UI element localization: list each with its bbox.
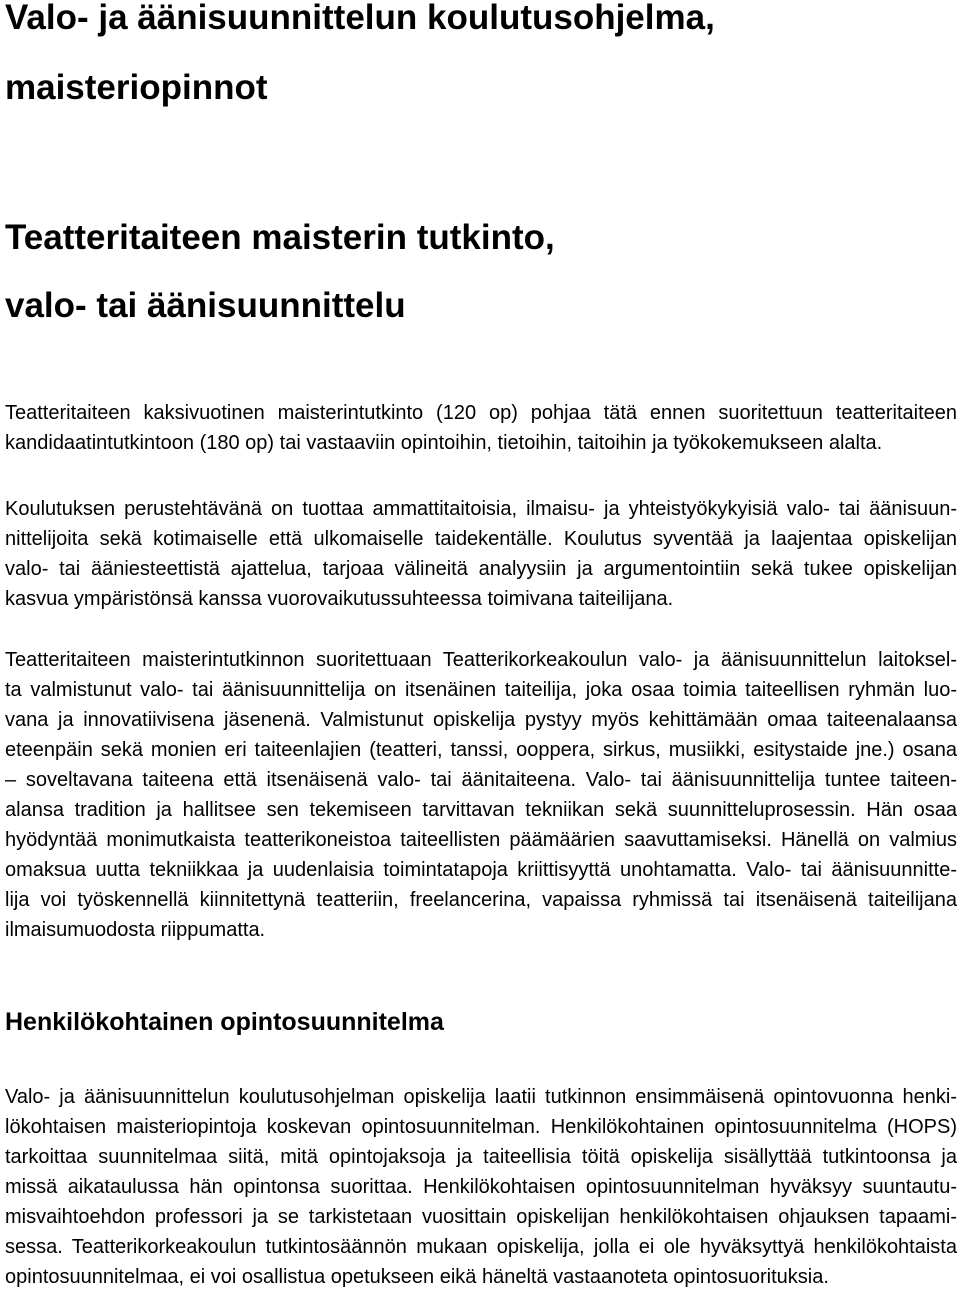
paragraph-line: Valo- ja äänisuunnittelun koulutusohjelman opiskelija laatii tutkinnon ensimmäisenä opintovuonna henki- (5, 1086, 957, 1108)
degree-heading-line: valo- tai äänisuunnittelu (5, 286, 406, 325)
paragraph-line: lökohtaisen maisteriopintoja koskevan opintosuunnitelman. Henkilökohtainen opintosuunnitelma (HOPS) (5, 1116, 957, 1138)
paragraph-line: hyödyntää monimutkaista teatterikoneistoa taiteellisten päämäärien saavuttamiseksi. Hänellä on valmius (5, 829, 957, 851)
paragraph-line: ta valmistunut valo- tai äänisuunnittelija on itsenäinen taiteilija, joka osaa toimia taiteellisen ryhmän luo- (5, 679, 957, 701)
paragraph-line: omaksua uutta tekniikkaa ja uudenlaisia toimintatapoja kriittisyyttä unohtamatta. Valo- tai äänisuunnitte- (5, 859, 957, 881)
paragraph-line: missä aikataulussa hän opintonsa suorittaa. Henkilökohtaisen opintosuunnitelman hyväksyy suuntautu- (5, 1176, 957, 1198)
degree-heading-line: Teatteritaiteen maisterin tutkinto, (5, 218, 555, 257)
paragraph-line: ilmaisumuodosta riippumatta. (5, 919, 266, 941)
paragraph-line: – soveltavana taiteena että itsenäisenä valo- tai äänitaiteena. Valo- tai äänisuunnittelija tuntee taiteen- (5, 769, 957, 791)
study-plan-heading: Henkilökohtainen opintosuunnitelma (5, 1008, 444, 1036)
page-title-line: Valo- ja äänisuunnittelun koulutusohjelma, (5, 0, 715, 37)
paragraph-line: nittelijoita sekä kotimaiselle että ulkomaiselle taidekentälle. Koulutus syventää ja laajentaa opiskelijan (5, 528, 957, 550)
paragraph-line: alansa tradition ja hallitsee sen tekemiseen tarvittavan tekniikan sekä suunnitteluprosessin. Hän osaa (5, 799, 957, 821)
study-plan-paragraph (5, 1082, 957, 1292)
paragraph-line: kasvua ympäristönsä kanssa vuorovaikutussuhteessa toimivana taiteilijana. (5, 588, 674, 610)
paragraph-line: vana ja innovatiivisena jäsenenä. Valmistunut opiskelija pystyy myös kehittämään omaa taiteenalaansa (5, 709, 957, 731)
paragraph-line: Teatteritaiteen maisterintutkinnon suoritettuaan Teatterikorkeakoulun valo- ja äänisuunnittelun laitoksel- (5, 649, 957, 671)
paragraph-line: kandidaatintutkintoon (180 op) tai vastaaviin opintoihin, tietoihin, taitoihin ja työkokemukseen alalta. (5, 432, 883, 454)
paragraph-line: Koulutuksen perustehtävänä on tuottaa ammattitaitoisia, ilmaisu- ja yhteistyökykyisiä valo- tai äänisuun- (5, 498, 957, 520)
paragraph-line: tarkoittaa suunnitelmaa siitä, mitä opintojaksoja ja taiteellisia töitä opiskelija sisällyttää tutkintoonsa ja (5, 1146, 957, 1168)
paragraph-line: valo- tai ääniesteettistä ajattelua, tarjoaa välineitä analyysiin ja argumentointiin sekä tukee opiskelijan (5, 558, 957, 580)
page-title-line: maisteriopinnot (5, 68, 268, 107)
purpose-paragraph (5, 494, 957, 614)
paragraph-line: misvaihtoehdon professori ja se tarkistetaan vuosittain opiskelijan henkilökohtaisen ohjauksen tapaami- (5, 1206, 957, 1228)
paragraph-line: sessa. Teatterikorkeakoulun tutkintosäännön mukaan opiskelija, jolla ei ole hyväksyttyä henkilökohtaista (5, 1236, 957, 1258)
paragraph-line: lija voi työskennellä kiinnitettynä teatteriin, freelancerina, vapaissa ryhmissä tai itsenäisenä taiteilijana (5, 889, 957, 911)
graduate-paragraph (5, 645, 957, 945)
intro-paragraph (5, 398, 957, 458)
degree-heading (5, 220, 957, 324)
paragraph-line: eteenpäin sekä monien eri taiteenlajien (teatteri, tanssi, ooppera, sirkus, musiikki, esitystaide jne.) osana (5, 739, 957, 761)
paragraph-line: Teatteritaiteen kaksivuotinen maisterintutkinto (120 op) pohjaa tätä ennen suoritettuun teatteritaiteen (5, 402, 957, 424)
page-title (5, 0, 957, 106)
paragraph-line: opintosuunnitelmaa, ei voi osallistua opetukseen eikä häneltä vastaanoteta opintosuorituksia. (5, 1266, 829, 1288)
